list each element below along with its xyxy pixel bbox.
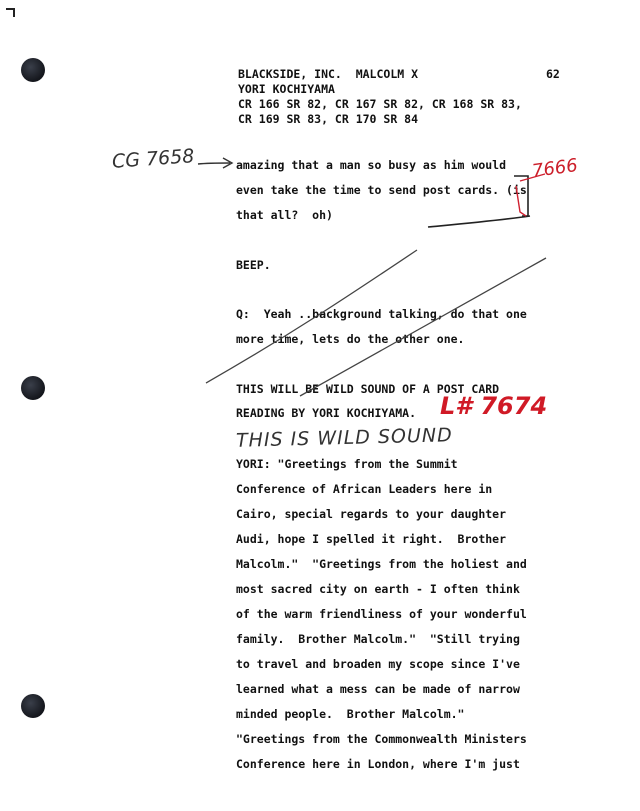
page-number: 62: [546, 67, 560, 81]
red-label-annotation: L# 7674: [440, 392, 548, 420]
red-tick-mark: [516, 186, 526, 216]
bracket-mark: [514, 176, 528, 216]
transcript-line: Cairo, special regards to your daughter: [236, 507, 507, 521]
strike-line: [206, 250, 417, 383]
transcript-line: to travel and broaden my scope since I've: [236, 657, 520, 671]
transcript-line: even take the time to send post cards. (is: [236, 183, 527, 197]
header-line-1: BLACKSIDE, INC. MALCOLM X: [238, 67, 419, 81]
transcript-line: "Greetings from the Commonwealth Ministers: [236, 732, 527, 746]
transcript-line: THIS WILL BE WILD SOUND OF A POST CARD: [236, 382, 500, 396]
transcript-line: Q: Yeah ..background talking, do that one: [236, 307, 527, 321]
transcript-line: that all? oh): [236, 208, 333, 222]
transcript-line: amazing that a man so busy as him would: [236, 158, 507, 172]
transcript-line: more time, lets do the other one.: [236, 332, 465, 346]
transcript-line: family. Brother Malcolm." "Still trying: [236, 632, 520, 646]
transcript-line: Malcolm." "Greetings from the holiest and: [236, 557, 527, 571]
transcript-line: Audi, hope I spelled it right. Brother: [236, 532, 507, 546]
transcript-line: BEEP.: [236, 258, 271, 272]
transcript-line: learned what a mess can be made of narrow: [236, 682, 520, 696]
bracket-tail-mark: [428, 216, 530, 227]
header-line-4: CR 169 SR 83, CR 170 SR 84: [238, 112, 419, 126]
transcript-line: Conference here in London, where I'm just: [236, 757, 520, 771]
transcript-line: READING BY YORI KOCHIYAMA.: [236, 406, 417, 420]
strike-line: [300, 258, 546, 396]
transcript-line: of the warm friendliness of your wonderful: [236, 607, 527, 621]
transcript-line: most sacred city on earth - I often think: [236, 582, 520, 596]
header-line-3: CR 166 SR 82, CR 167 SR 82, CR 168 SR 83,: [238, 97, 522, 111]
transcript-line: YORI: "Greetings from the Summit: [236, 457, 458, 471]
margin-code-annotation: CG 7658: [111, 145, 196, 173]
handwritten-note: THIS IS WILD SOUND: [235, 424, 453, 452]
transcript-line: minded people. Brother Malcolm.": [236, 707, 465, 721]
red-code-annotation: 7666: [530, 154, 580, 183]
transcript-line: Conference of African Leaders here in: [236, 482, 493, 496]
arrow-mark: [198, 163, 230, 164]
header-line-2: YORI KOCHIYAMA: [238, 82, 335, 96]
